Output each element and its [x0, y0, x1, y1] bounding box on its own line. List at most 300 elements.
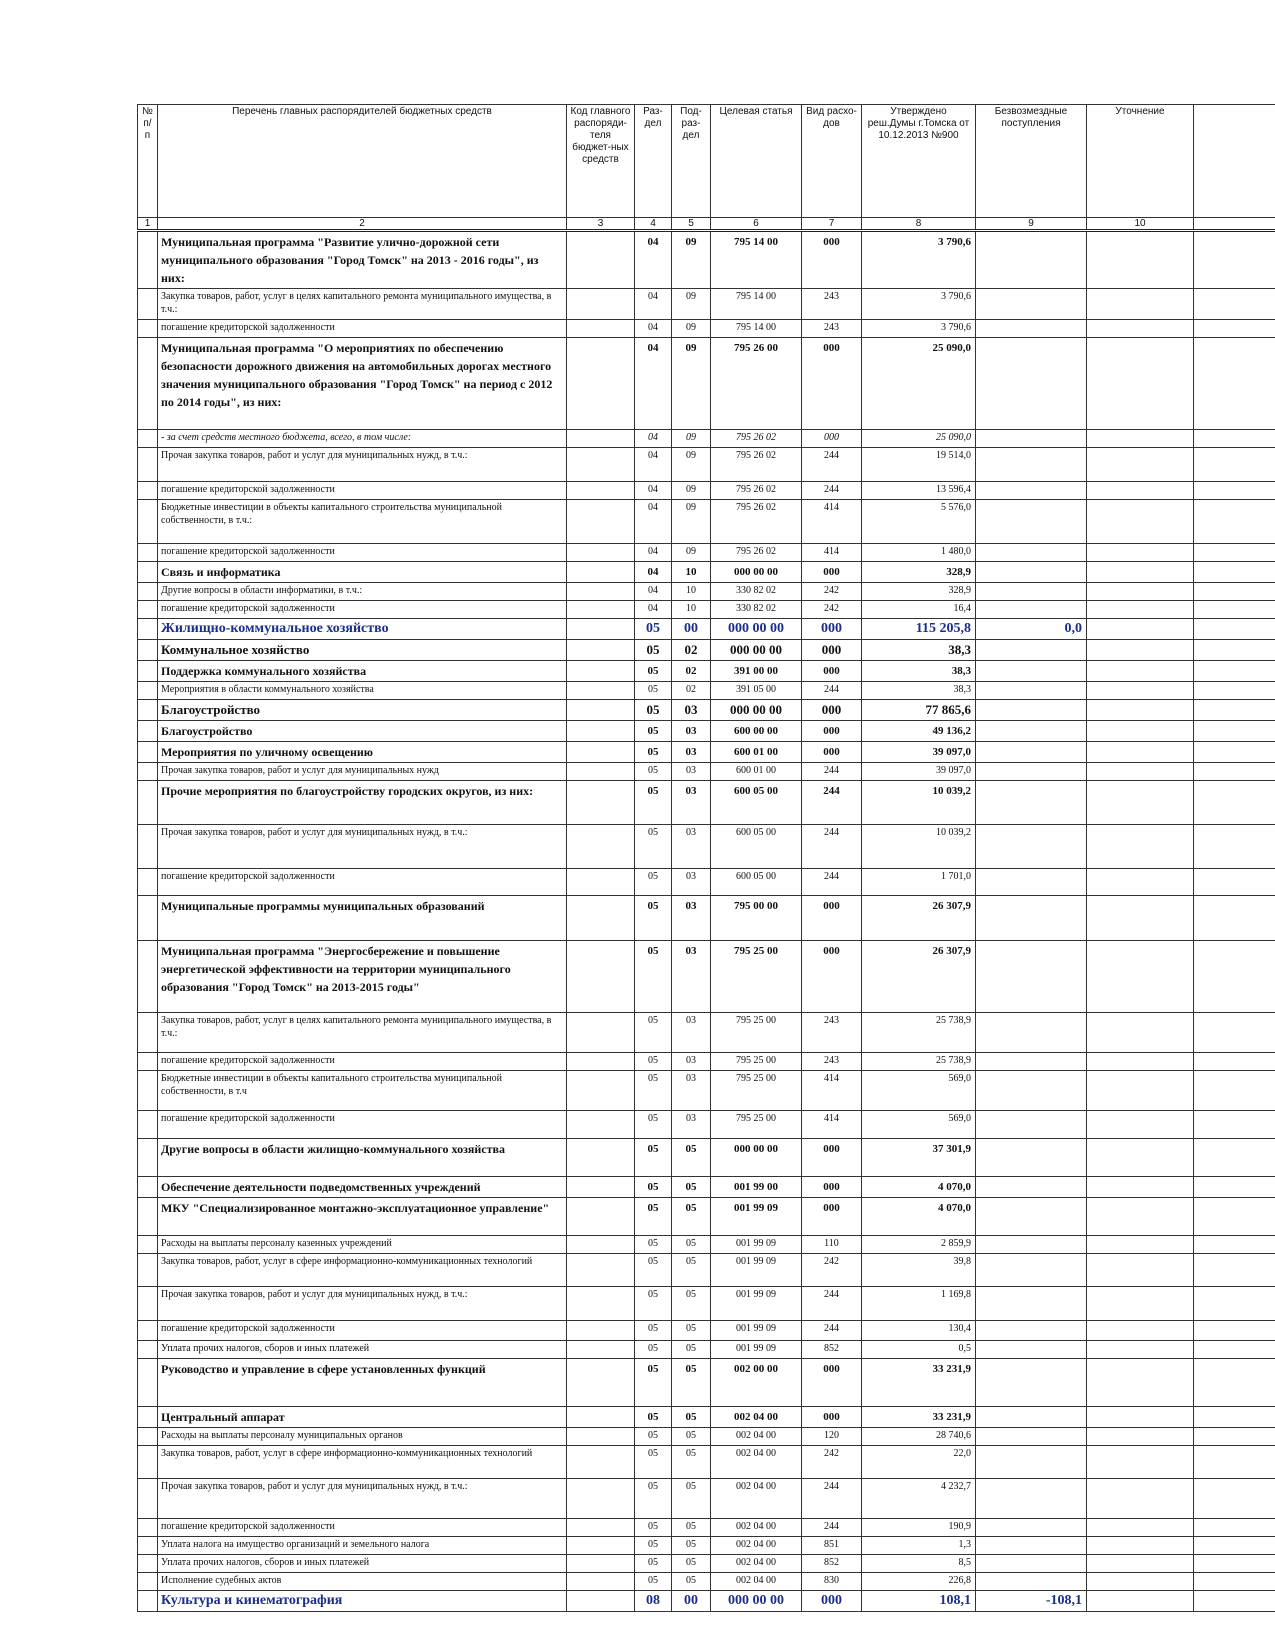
cell-name: Коммунальное хозяйство [158, 640, 567, 661]
cell-podrazdel: 09 [672, 430, 711, 448]
cell-razdel: 05 [635, 1198, 672, 1236]
cell-razdel: 05 [635, 763, 672, 781]
cell-refinement [1087, 1573, 1194, 1591]
header-approved: Утверждено реш.Думы г.Томска от 10.12.2013 №900 [862, 105, 976, 218]
cell-podrazdel: 09 [672, 482, 711, 500]
cell-extra [1194, 1407, 1275, 1428]
cell-refinement [1087, 781, 1194, 825]
cell-razdel: 05 [635, 941, 672, 1013]
cell-target: 002 04 00 [711, 1519, 802, 1537]
cell-expense-type: 244 [802, 869, 862, 896]
cell-podrazdel: 02 [672, 661, 711, 682]
cell-approved: 19 514,0 [862, 448, 976, 482]
cell-code [567, 1111, 635, 1139]
table-row [138, 825, 1275, 869]
cell-refinement [1087, 1519, 1194, 1537]
cell-podrazdel: 02 [672, 682, 711, 700]
cell-target: 002 04 00 [711, 1537, 802, 1555]
cell-free-receipts [976, 869, 1087, 896]
cell-expense-type: 000 [802, 1139, 862, 1177]
cell-approved: 10 039,2 [862, 825, 976, 869]
table-row [138, 1341, 1275, 1359]
cell-free-receipts [976, 601, 1087, 619]
table-row [138, 763, 1275, 781]
table-row [138, 742, 1275, 763]
cell-target: 001 99 09 [711, 1341, 802, 1359]
cell-approved: 2 859,9 [862, 1236, 976, 1254]
cell-refinement [1087, 700, 1194, 721]
cell-num [138, 682, 158, 700]
cell-target: 795 14 00 [711, 320, 802, 338]
cell-extra [1194, 448, 1275, 482]
cell-code [567, 896, 635, 941]
table-row [138, 1519, 1275, 1537]
cell-num [138, 781, 158, 825]
table-row [138, 1321, 1275, 1341]
cell-expense-type: 243 [802, 1013, 862, 1053]
cell-code [567, 320, 635, 338]
table-row [138, 1479, 1275, 1519]
cell-code [567, 1555, 635, 1573]
cell-num [138, 430, 158, 448]
cell-razdel: 05 [635, 1407, 672, 1428]
cell-extra [1194, 1537, 1275, 1555]
cell-refinement [1087, 1254, 1194, 1287]
cell-podrazdel: 05 [672, 1519, 711, 1537]
cell-num [138, 1236, 158, 1254]
cell-expense-type: 000 [802, 1407, 862, 1428]
cell-target: 600 05 00 [711, 825, 802, 869]
cell-expense-type: 242 [802, 601, 862, 619]
cell-razdel: 05 [635, 1071, 672, 1111]
cell-num [138, 1341, 158, 1359]
budget-sheet [137, 104, 1275, 1650]
header-code: Код главного распоряди-теля бюджет-ных средств [567, 105, 635, 218]
cell-name: Поддержка коммунального хозяйства [158, 661, 567, 682]
cell-free-receipts [976, 1537, 1087, 1555]
cell-free-receipts [976, 941, 1087, 1013]
cell-refinement [1087, 1428, 1194, 1446]
col-number: 4 [635, 218, 672, 231]
cell-name: погашение кредиторской задолженности [158, 1053, 567, 1071]
cell-num [138, 1287, 158, 1321]
cell-expense-type: 000 [802, 742, 862, 763]
table-row [138, 448, 1275, 482]
table-row [138, 583, 1275, 601]
cell-expense-type: 244 [802, 482, 862, 500]
cell-approved: 4 070,0 [862, 1198, 976, 1236]
cell-code [567, 1359, 635, 1407]
cell-approved: 25 090,0 [862, 430, 976, 448]
cell-free-receipts [976, 1139, 1087, 1177]
cell-extra [1194, 583, 1275, 601]
cell-code [567, 1519, 635, 1537]
table-row [138, 1111, 1275, 1139]
cell-code [567, 1177, 635, 1198]
cell-num [138, 1407, 158, 1428]
cell-extra [1194, 430, 1275, 448]
cell-code [567, 640, 635, 661]
cell-refinement [1087, 763, 1194, 781]
cell-num [138, 338, 158, 430]
cell-expense-type: 110 [802, 1236, 862, 1254]
cell-num [138, 941, 158, 1013]
header-refinement: Уточнение [1087, 105, 1194, 218]
cell-target: 795 00 00 [711, 896, 802, 941]
cell-name: Другие вопросы в области жилищно-коммунального хозяйства [158, 1139, 567, 1177]
cell-free-receipts: 0,0 [976, 619, 1087, 640]
table-row [138, 1287, 1275, 1321]
cell-num [138, 448, 158, 482]
cell-code [567, 338, 635, 430]
table-row [138, 1446, 1275, 1479]
cell-expense-type: 000 [802, 1177, 862, 1198]
cell-code [567, 1537, 635, 1555]
cell-approved: 26 307,9 [862, 941, 976, 1013]
cell-refinement [1087, 1407, 1194, 1428]
cell-num [138, 1537, 158, 1555]
cell-name: погашение кредиторской задолженности [158, 1321, 567, 1341]
cell-name: Муниципальные программы муниципальных образований [158, 896, 567, 941]
cell-name: Муниципальная программа "Энергосбережение и повышение энергетической эффективности на территории муниципального образования "Город Томск" на 2013-2015 годы" [158, 941, 567, 1013]
cell-extra [1194, 1177, 1275, 1198]
cell-name: Закупка товаров, работ, услуг в сфере информационно-коммуникационных технологий [158, 1446, 567, 1479]
cell-podrazdel: 05 [672, 1573, 711, 1591]
cell-extra [1194, 1519, 1275, 1537]
cell-target: 002 04 00 [711, 1479, 802, 1519]
cell-podrazdel: 05 [672, 1359, 711, 1407]
cell-refinement [1087, 661, 1194, 682]
cell-expense-type: 000 [802, 721, 862, 742]
cell-podrazdel: 10 [672, 601, 711, 619]
cell-free-receipts [976, 544, 1087, 562]
cell-approved: 26 307,9 [862, 896, 976, 941]
cell-code [567, 1591, 635, 1612]
cell-podrazdel: 05 [672, 1537, 711, 1555]
cell-refinement [1087, 742, 1194, 763]
table-row [138, 941, 1275, 1013]
cell-razdel: 05 [635, 1359, 672, 1407]
table-row [138, 482, 1275, 500]
cell-name: Прочая закупка товаров, работ и услуг для муниципальных нужд, в т.ч.: [158, 1287, 567, 1321]
cell-approved: 10 039,2 [862, 781, 976, 825]
cell-refinement [1087, 430, 1194, 448]
cell-code [567, 583, 635, 601]
cell-code [567, 825, 635, 869]
cell-expense-type: 851 [802, 1537, 862, 1555]
cell-approved: 5 576,0 [862, 500, 976, 544]
table-row [138, 430, 1275, 448]
cell-expense-type: 244 [802, 1287, 862, 1321]
cell-extra [1194, 1573, 1275, 1591]
cell-name: Благоустройство [158, 700, 567, 721]
cell-razdel: 04 [635, 231, 672, 289]
cell-approved: 130,4 [862, 1321, 976, 1341]
cell-num [138, 1177, 158, 1198]
cell-num [138, 289, 158, 320]
cell-code [567, 1428, 635, 1446]
cell-expense-type: 852 [802, 1341, 862, 1359]
cell-extra [1194, 338, 1275, 430]
cell-target: 795 25 00 [711, 1013, 802, 1053]
table-body [138, 231, 1275, 1612]
cell-num [138, 661, 158, 682]
cell-razdel: 05 [635, 1573, 672, 1591]
header-expense-type: Вид расхо-дов [802, 105, 862, 218]
cell-extra [1194, 941, 1275, 1013]
col-number: 10 [1087, 218, 1194, 231]
cell-approved: 37 301,9 [862, 1139, 976, 1177]
cell-podrazdel: 09 [672, 500, 711, 544]
cell-code [567, 562, 635, 583]
cell-expense-type: 244 [802, 825, 862, 869]
cell-code [567, 742, 635, 763]
cell-razdel: 04 [635, 562, 672, 583]
cell-approved: 569,0 [862, 1111, 976, 1139]
header-row [138, 105, 1275, 218]
cell-num [138, 544, 158, 562]
table-row [138, 1254, 1275, 1287]
cell-expense-type: 242 [802, 583, 862, 601]
cell-target: 330 82 02 [711, 601, 802, 619]
cell-name: - за счет средств местного бюджета, всего, в том числе: [158, 430, 567, 448]
cell-podrazdel: 05 [672, 1479, 711, 1519]
table-row [138, 640, 1275, 661]
cell-extra [1194, 1359, 1275, 1407]
cell-expense-type: 244 [802, 448, 862, 482]
cell-code [567, 661, 635, 682]
cell-name: Прочая закупка товаров, работ и услуг для муниципальных нужд, в т.ч.: [158, 448, 567, 482]
cell-free-receipts [976, 1053, 1087, 1071]
cell-name: Уплата прочих налогов, сборов и иных платежей [158, 1555, 567, 1573]
cell-podrazdel: 05 [672, 1198, 711, 1236]
cell-razdel: 05 [635, 781, 672, 825]
cell-code [567, 682, 635, 700]
cell-num [138, 1071, 158, 1111]
cell-refinement [1087, 682, 1194, 700]
cell-approved: 3 790,6 [862, 320, 976, 338]
cell-free-receipts [976, 640, 1087, 661]
table-row [138, 544, 1275, 562]
cell-code [567, 482, 635, 500]
cell-approved: 4 070,0 [862, 1177, 976, 1198]
table-row [138, 661, 1275, 682]
cell-num [138, 562, 158, 583]
cell-name: Бюджетные инвестиции в объекты капитального строительства муниципальной собственности, в т.ч [158, 1071, 567, 1111]
cell-expense-type: 243 [802, 320, 862, 338]
cell-name: Закупка товаров, работ, услуг в целях капитального ремонта муниципального имущества, в т.ч.: [158, 1013, 567, 1053]
cell-podrazdel: 05 [672, 1254, 711, 1287]
cell-code [567, 1053, 635, 1071]
cell-free-receipts [976, 1287, 1087, 1321]
cell-podrazdel: 05 [672, 1287, 711, 1321]
cell-name: Бюджетные инвестиции в объекты капитального строительства муниципальной собственности, в т.ч.: [158, 500, 567, 544]
cell-extra [1194, 500, 1275, 544]
cell-free-receipts [976, 721, 1087, 742]
cell-expense-type: 000 [802, 1198, 862, 1236]
cell-extra [1194, 869, 1275, 896]
table-row [138, 1013, 1275, 1053]
cell-extra [1194, 1013, 1275, 1053]
table-row [138, 289, 1275, 320]
table-row [138, 1555, 1275, 1573]
cell-razdel: 05 [635, 682, 672, 700]
cell-approved: 22,0 [862, 1446, 976, 1479]
cell-podrazdel: 03 [672, 781, 711, 825]
cell-target: 795 14 00 [711, 231, 802, 289]
cell-code [567, 763, 635, 781]
cell-extra [1194, 562, 1275, 583]
cell-razdel: 04 [635, 482, 672, 500]
cell-num [138, 500, 158, 544]
cell-refinement [1087, 1555, 1194, 1573]
cell-num [138, 1139, 158, 1177]
cell-extra [1194, 289, 1275, 320]
table-row [138, 1071, 1275, 1111]
cell-podrazdel: 03 [672, 869, 711, 896]
cell-name: Исполнение судебных актов [158, 1573, 567, 1591]
table-row [138, 1139, 1275, 1177]
cell-expense-type: 243 [802, 289, 862, 320]
cell-free-receipts [976, 1321, 1087, 1341]
cell-extra [1194, 1071, 1275, 1111]
cell-target: 795 25 00 [711, 941, 802, 1013]
table-row [138, 896, 1275, 941]
cell-expense-type: 000 [802, 619, 862, 640]
cell-num [138, 1053, 158, 1071]
cell-code [567, 1071, 635, 1111]
cell-code [567, 1341, 635, 1359]
cell-free-receipts [976, 320, 1087, 338]
col-number: 9 [976, 218, 1087, 231]
cell-extra [1194, 763, 1275, 781]
cell-free-receipts [976, 482, 1087, 500]
cell-refinement [1087, 1053, 1194, 1071]
header-podrazdel: Под-раз-дел [672, 105, 711, 218]
cell-name: погашение кредиторской задолженности [158, 869, 567, 896]
cell-approved: 1,3 [862, 1537, 976, 1555]
cell-target: 795 26 02 [711, 500, 802, 544]
cell-num [138, 825, 158, 869]
cell-free-receipts [976, 825, 1087, 869]
cell-name: МКУ "Специализированное монтажно-эксплуатационное управление" [158, 1198, 567, 1236]
cell-num [138, 742, 158, 763]
cell-name: погашение кредиторской задолженности [158, 320, 567, 338]
cell-razdel: 05 [635, 1321, 672, 1341]
table-row [138, 619, 1275, 640]
cell-podrazdel: 09 [672, 289, 711, 320]
cell-target: 391 05 00 [711, 682, 802, 700]
cell-name: Центральный аппарат [158, 1407, 567, 1428]
cell-podrazdel: 05 [672, 1236, 711, 1254]
table-row [138, 320, 1275, 338]
cell-free-receipts [976, 1573, 1087, 1591]
cell-razdel: 04 [635, 544, 672, 562]
cell-razdel: 05 [635, 1428, 672, 1446]
cell-razdel: 05 [635, 619, 672, 640]
cell-podrazdel: 09 [672, 544, 711, 562]
cell-code [567, 1407, 635, 1428]
cell-razdel: 04 [635, 601, 672, 619]
cell-extra [1194, 661, 1275, 682]
cell-free-receipts [976, 1519, 1087, 1537]
cell-podrazdel: 05 [672, 1446, 711, 1479]
cell-refinement [1087, 721, 1194, 742]
cell-name: Уплата налога на имущество организаций и земельного налога [158, 1537, 567, 1555]
cell-name: погашение кредиторской задолженности [158, 1111, 567, 1139]
cell-code [567, 601, 635, 619]
cell-num [138, 482, 158, 500]
cell-refinement [1087, 869, 1194, 896]
cell-num [138, 1321, 158, 1341]
cell-expense-type: 244 [802, 763, 862, 781]
cell-free-receipts [976, 1479, 1087, 1519]
cell-podrazdel: 05 [672, 1177, 711, 1198]
cell-podrazdel: 03 [672, 941, 711, 1013]
cell-extra [1194, 619, 1275, 640]
cell-extra [1194, 320, 1275, 338]
cell-name: Закупка товаров, работ, услуг в сфере информационно-коммуникационных технологий [158, 1254, 567, 1287]
cell-approved: 3 790,6 [862, 289, 976, 320]
cell-expense-type: 244 [802, 1479, 862, 1519]
header-num: № п/п [138, 105, 158, 218]
cell-extra [1194, 742, 1275, 763]
cell-refinement [1087, 1236, 1194, 1254]
cell-approved: 49 136,2 [862, 721, 976, 742]
cell-razdel: 04 [635, 338, 672, 430]
cell-approved: 38,3 [862, 640, 976, 661]
cell-razdel: 04 [635, 583, 672, 601]
cell-refinement [1087, 1591, 1194, 1612]
cell-refinement [1087, 1341, 1194, 1359]
cell-target: 001 99 09 [711, 1236, 802, 1254]
cell-extra [1194, 700, 1275, 721]
cell-num [138, 1428, 158, 1446]
cell-extra [1194, 896, 1275, 941]
cell-name: погашение кредиторской задолженности [158, 544, 567, 562]
cell-code [567, 1139, 635, 1177]
cell-free-receipts [976, 562, 1087, 583]
cell-refinement [1087, 1071, 1194, 1111]
cell-code [567, 1573, 635, 1591]
cell-expense-type: 244 [802, 781, 862, 825]
cell-refinement [1087, 1321, 1194, 1341]
cell-approved: 25 738,9 [862, 1013, 976, 1053]
cell-podrazdel: 03 [672, 742, 711, 763]
cell-refinement [1087, 231, 1194, 289]
cell-refinement [1087, 482, 1194, 500]
cell-razdel: 05 [635, 825, 672, 869]
cell-num [138, 640, 158, 661]
cell-extra [1194, 781, 1275, 825]
cell-name: Руководство и управление в сфере установленных функций [158, 1359, 567, 1407]
cell-target: 000 00 00 [711, 619, 802, 640]
col-number-extra [1194, 218, 1275, 231]
cell-target: 002 04 00 [711, 1428, 802, 1446]
cell-podrazdel: 03 [672, 721, 711, 742]
header-name: Перечень главных распорядителей бюджетных средств [158, 105, 567, 218]
cell-target: 795 26 02 [711, 544, 802, 562]
cell-target: 000 00 00 [711, 1139, 802, 1177]
cell-approved: 25 738,9 [862, 1053, 976, 1071]
cell-podrazdel: 03 [672, 763, 711, 781]
cell-free-receipts [976, 231, 1087, 289]
cell-razdel: 04 [635, 500, 672, 544]
cell-num [138, 896, 158, 941]
table-row [138, 1573, 1275, 1591]
cell-free-receipts [976, 700, 1087, 721]
cell-refinement [1087, 448, 1194, 482]
